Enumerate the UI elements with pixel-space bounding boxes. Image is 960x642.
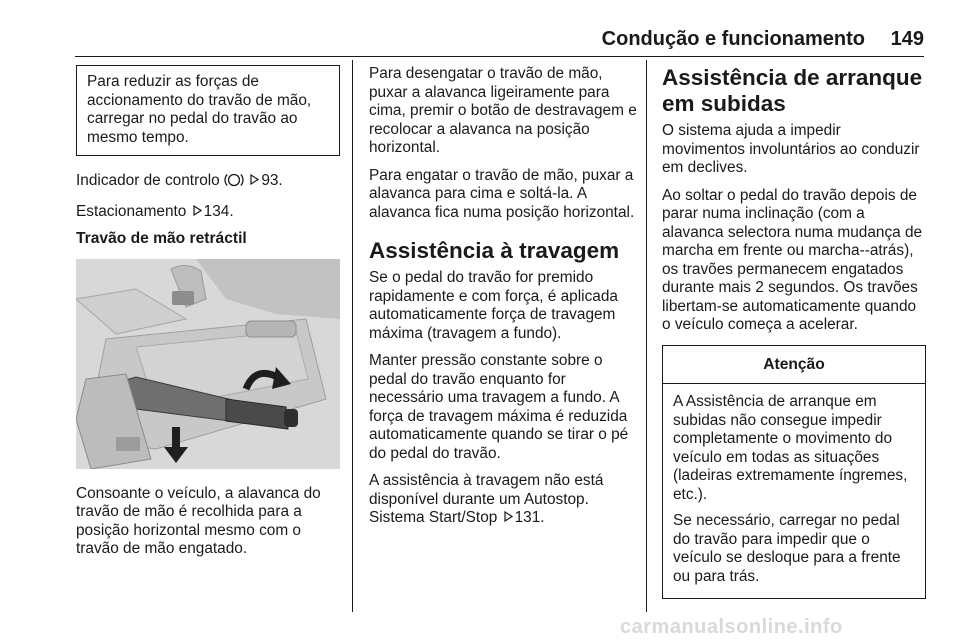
column-right: [662, 65, 926, 599]
column-divider-1: [352, 60, 353, 612]
brake-assist-paragraph-2: Manter pressão constante sobre o pedal do travão enquanto for necessário uma travagem a fundo. A força de travagem máxima é reduzida automaticamente quando se tirar o pé do pedal do travão.: [369, 352, 629, 462]
hill-start-heading: Assistência de arranque em subidas: [662, 65, 923, 116]
attention-box: [662, 345, 926, 600]
handbrake-illustration: [76, 259, 340, 469]
engage-paragraph: Para engatar o travão de mão, puxar a alavanca para cima e soltá-la. A alavanca fica numa posição horizontal.: [369, 166, 635, 221]
column-middle: [369, 65, 637, 537]
triangle-arrow-icon: [193, 203, 202, 222]
hill-start-paragraph-2: Ao soltar o pedal do travão depois de parar numa inclinação (com a alavanca selectora numa mudança de marcha em frente ou marcha--atrás), os travões permanecem engatados durante mais 2 segundos. Os travões libertam-se automaticamente quando o veículo começa a acelerar.: [662, 186, 923, 333]
attention-title: Atenção: [663, 346, 925, 385]
brake-assist-heading: Assistência à travagem: [369, 238, 620, 263]
retractable-paragraph: Consoante o veículo, a alavanca do travão de mão é recolhida para a posição horizontal mesmo com o travão de mão engatado.: [76, 484, 321, 557]
watermark: carmanualsonline.info: [620, 616, 843, 638]
brake-warning-icon: [224, 172, 244, 194]
triangle-arrow-icon: [250, 172, 259, 191]
brake-assist-paragraph-1: Se o pedal do travão for premido rapidamente e com força, é aplicada automaticamente força de travagem máxima (travagem a fundo).: [369, 269, 618, 342]
header-title: Condução e funcionamento: [601, 28, 865, 50]
indicator-reference: Indicador de controlo 93.: [76, 172, 340, 194]
column-divider-2: [646, 60, 647, 612]
note-text: Para reduzir as forças de accionamento do travão de mão, carregar no pedal do travão ao mesmo tempo.: [87, 73, 312, 146]
attention-body: [663, 384, 925, 598]
section-subheading: Travão de mão retráctil: [76, 230, 247, 247]
header-divider: [75, 56, 924, 57]
brake-assist-paragraph-3: A assistência à travagem não está disponível durante um Autostop. Sistema Start/Stop 131.: [369, 472, 604, 526]
triangle-arrow-icon: [504, 509, 513, 528]
release-paragraph: Para desengatar o travão de mão, puxar a alavanca ligeiramente para cima, premir o botão de destravagem e recolocar a alavanca na posição horizontal.: [369, 65, 637, 156]
attention-paragraph-1: A Assistência de arranque em subidas não consegue impedir completamente o movimento do veículo em todas as situações (ladeiras extremamente íngremes, etc.).: [673, 393, 908, 503]
note-box: [76, 65, 340, 156]
page-number: 149: [890, 28, 924, 50]
attention-paragraph-2: Se necessário, carregar no pedal do travão para impedir que o veículo se desloque para a frente ou para trás.: [673, 512, 901, 585]
column-left: [76, 65, 340, 568]
hill-start-paragraph-1: O sistema ajuda a impedir movimentos involuntários ao conduzir em declives.: [662, 122, 920, 176]
parking-reference: Estacionamento 134.: [76, 202, 234, 220]
